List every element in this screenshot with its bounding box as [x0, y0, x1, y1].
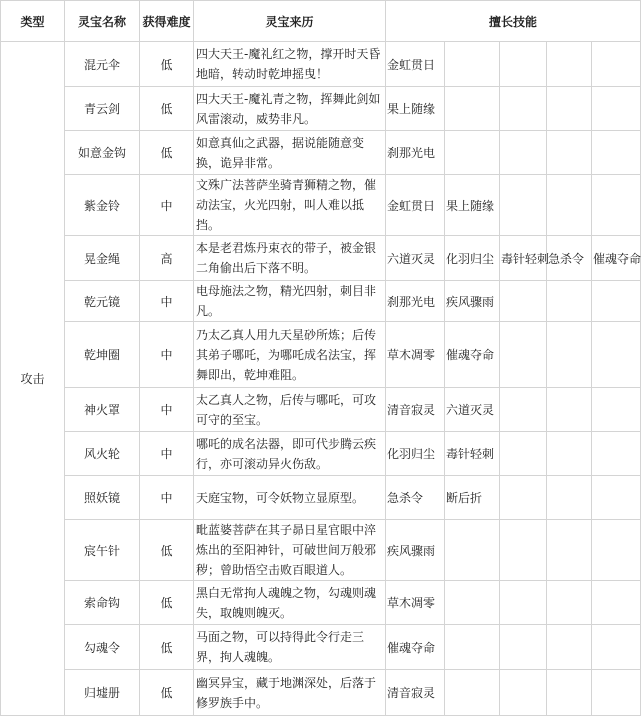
skill-cell: 草木凋零	[386, 581, 445, 625]
treasure-name: 如意金钩	[65, 131, 140, 175]
treasure-name: 神火罩	[65, 388, 140, 432]
difficulty-cell: 中	[140, 322, 194, 388]
skill-cell	[592, 581, 641, 625]
skill-cell	[500, 432, 547, 476]
difficulty-cell: 中	[140, 281, 194, 322]
treasure-name: 乾元镜	[65, 281, 140, 322]
skill-cell	[445, 42, 500, 87]
skill-cell	[592, 625, 641, 670]
skill-cell	[592, 670, 641, 716]
difficulty-cell: 中	[140, 388, 194, 432]
skill-cell	[592, 87, 641, 131]
skill-cell: 草木凋零	[386, 322, 445, 388]
skill-cell: 毒针轻刺	[500, 236, 547, 281]
skill-cell: 刹那光电	[386, 281, 445, 322]
skill-cell	[445, 625, 500, 670]
skill-cell	[547, 388, 592, 432]
skill-cell	[445, 670, 500, 716]
treasure-name: 乾坤圈	[65, 322, 140, 388]
header-origin: 灵宝来历	[194, 1, 386, 42]
skill-cell	[547, 42, 592, 87]
skill-cell	[500, 175, 547, 236]
skill-cell	[500, 322, 547, 388]
skill-cell	[592, 42, 641, 87]
skill-cell: 刹那光电	[386, 131, 445, 175]
skill-cell	[592, 322, 641, 388]
treasure-name: 青云剑	[65, 87, 140, 131]
skill-cell	[592, 432, 641, 476]
skill-cell: 清音寂灵	[386, 388, 445, 432]
header-row	[1, 1, 641, 42]
skill-cell	[445, 581, 500, 625]
skill-cell	[500, 670, 547, 716]
origin-cell: 太乙真人之物，后传与哪吒，可攻可守的至宝。	[194, 388, 386, 432]
table-row	[1, 87, 641, 131]
origin-cell: 本是老君炼丹束衣的带子，被金银二角偷出后下落不明。	[194, 236, 386, 281]
difficulty-cell: 中	[140, 432, 194, 476]
table-row	[1, 236, 641, 281]
table-row	[1, 476, 641, 520]
skill-cell	[547, 476, 592, 520]
skill-cell	[592, 175, 641, 236]
skill-cell: 疾风骤雨	[386, 520, 445, 581]
skill-cell	[592, 281, 641, 322]
origin-cell: 四大天王-魔礼红之物，撑开时天昏地暗，转动时乾坤摇曳！	[194, 42, 386, 87]
origin-cell: 乃太乙真人用九天星砂所炼；后传其弟子哪吒，为哪吒成名法宝，挥舞即出，乾坤难阻。	[194, 322, 386, 388]
skill-cell	[445, 520, 500, 581]
category-cell: 攻击	[1, 42, 65, 716]
skill-cell: 急杀令	[547, 236, 592, 281]
difficulty-cell: 低	[140, 625, 194, 670]
header-name: 灵宝名称	[65, 1, 140, 42]
skill-cell	[547, 432, 592, 476]
skill-cell	[547, 625, 592, 670]
table-row	[1, 432, 641, 476]
skill-cell	[592, 388, 641, 432]
origin-cell: 天庭宝物，可令妖物立显原型。	[194, 476, 386, 520]
difficulty-cell: 高	[140, 236, 194, 281]
skill-cell: 催魂夺命	[592, 236, 641, 281]
header-difficulty: 获得难度	[140, 1, 194, 42]
table-row	[1, 42, 641, 87]
difficulty-cell: 低	[140, 581, 194, 625]
skill-cell: 金虹贯日	[386, 175, 445, 236]
skill-cell: 催魂夺命	[386, 625, 445, 670]
origin-cell: 文殊广法菩萨坐骑青狮精之物，催动法宝，火光四射，叫人难以抵挡。	[194, 175, 386, 236]
header-type: 类型	[1, 1, 65, 42]
skill-cell	[592, 476, 641, 520]
table-row	[1, 175, 641, 236]
table-row	[1, 581, 641, 625]
treasure-name: 宸午针	[65, 520, 140, 581]
skill-cell	[500, 87, 547, 131]
skill-cell: 化羽归尘	[386, 432, 445, 476]
treasure-name: 索命钩	[65, 581, 140, 625]
skill-cell	[500, 625, 547, 670]
skill-cell	[500, 42, 547, 87]
treasure-name: 紫金铃	[65, 175, 140, 236]
origin-cell: 电母施法之物，精光四射，刺目非凡。	[194, 281, 386, 322]
skill-cell	[547, 87, 592, 131]
skill-cell: 六道灭灵	[386, 236, 445, 281]
difficulty-cell: 低	[140, 87, 194, 131]
origin-cell: 如意真仙之武器，据说能随意变换，诡异非常。	[194, 131, 386, 175]
origin-cell: 毗蓝婆菩萨在其子昴日星官眼中淬炼出的至阳神针，可破世间万般邪秽；曾助悟空击败百眼道人。	[194, 520, 386, 581]
skill-cell: 果上随缘	[386, 87, 445, 131]
skill-cell	[547, 175, 592, 236]
table-row	[1, 281, 641, 322]
origin-cell: 马面之物，可以持得此令行走三界，拘人魂魄。	[194, 625, 386, 670]
skill-cell: 断后折	[445, 476, 500, 520]
skill-cell: 催魂夺命	[445, 322, 500, 388]
origin-cell: 黑白无常拘人魂魄之物，勾魂则魂失，取魄则魄灭。	[194, 581, 386, 625]
difficulty-cell: 低	[140, 131, 194, 175]
skill-cell	[445, 131, 500, 175]
skill-cell	[547, 581, 592, 625]
skill-cell: 清音寂灵	[386, 670, 445, 716]
difficulty-cell: 低	[140, 42, 194, 87]
skill-cell	[547, 281, 592, 322]
skill-cell	[445, 87, 500, 131]
difficulty-cell: 低	[140, 520, 194, 581]
difficulty-cell: 中	[140, 175, 194, 236]
skill-cell	[592, 520, 641, 581]
table-row	[1, 625, 641, 670]
skill-cell: 六道灭灵	[445, 388, 500, 432]
table-row	[1, 322, 641, 388]
skill-cell: 果上随缘	[445, 175, 500, 236]
skill-cell: 金虹贯日	[386, 42, 445, 87]
treasure-name: 归墟册	[65, 670, 140, 716]
treasure-name: 晃金绳	[65, 236, 140, 281]
treasure-name: 勾魂令	[65, 625, 140, 670]
skill-cell	[500, 520, 547, 581]
skill-cell: 疾风骤雨	[445, 281, 500, 322]
table-row	[1, 520, 641, 581]
skill-cell	[592, 131, 641, 175]
treasure-name: 照妖镜	[65, 476, 140, 520]
origin-cell: 幽冥异宝，藏于地渊深处，后落于修罗族手中。	[194, 670, 386, 716]
table-row	[1, 670, 641, 716]
treasure-name: 混元伞	[65, 42, 140, 87]
skill-cell	[500, 131, 547, 175]
skill-cell	[547, 131, 592, 175]
skill-cell	[547, 670, 592, 716]
skill-cell	[500, 476, 547, 520]
table-row	[1, 388, 641, 432]
skill-cell: 化羽归尘	[445, 236, 500, 281]
origin-cell: 哪吒的成名法器，即可代步腾云疾行，亦可滚动异火伤敌。	[194, 432, 386, 476]
table-row	[1, 131, 641, 175]
skill-cell	[547, 322, 592, 388]
skill-cell: 急杀令	[386, 476, 445, 520]
skill-cell	[547, 520, 592, 581]
skill-cell	[500, 581, 547, 625]
difficulty-cell: 中	[140, 476, 194, 520]
treasure-name: 风火轮	[65, 432, 140, 476]
difficulty-cell: 低	[140, 670, 194, 716]
header-skills: 擅长技能	[386, 1, 641, 42]
origin-cell: 四大天王-魔礼青之物，挥舞此剑如风雷滚动，威势非凡。	[194, 87, 386, 131]
skill-cell: 毒针轻刺	[445, 432, 500, 476]
skill-cell	[500, 388, 547, 432]
skill-cell	[500, 281, 547, 322]
